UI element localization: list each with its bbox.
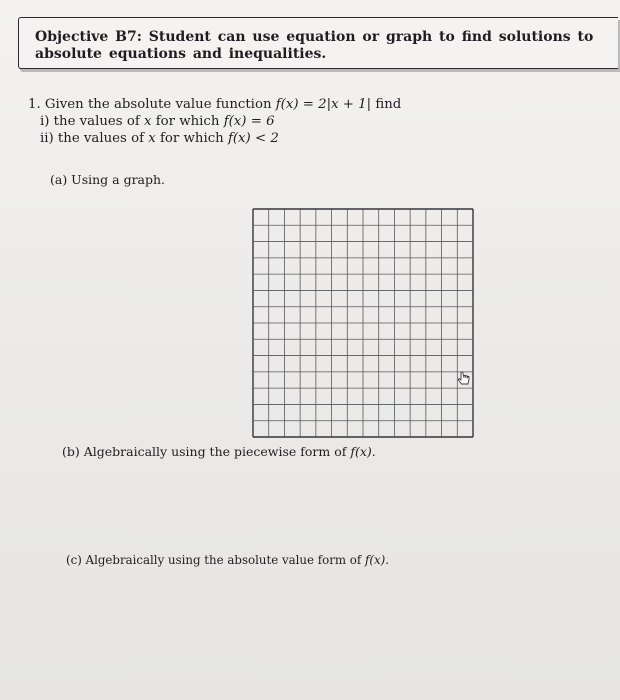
part-b-end: . [371, 444, 376, 459]
part-b-label [62, 444, 376, 459]
question-1-item-ii [40, 131, 279, 146]
question-number: 1. [28, 97, 41, 112]
part-c-end: . [385, 553, 390, 567]
item-i-prefix: i) the values of [40, 114, 144, 129]
question-1-item-i [40, 114, 275, 129]
part-b-function: f(x) [350, 444, 372, 459]
part-a-label: (a) Using a graph. [50, 172, 166, 187]
part-c-label [66, 553, 389, 567]
item-ii-variable: x [148, 131, 156, 146]
item-i-equation: f(x) = 6 [223, 114, 275, 129]
item-i-mid: for which [151, 114, 224, 129]
part-c-text: (c) Algebraically using the absolute value form of [66, 553, 366, 567]
function-definition: f(x) = 2|x + 1| [275, 97, 372, 112]
question-stem-text: Given the absolute value function [44, 97, 276, 112]
item-ii-inequality: f(x) < 2 [227, 131, 279, 146]
graph-grid[interactable] [252, 208, 474, 438]
part-c-function: f(x) [365, 553, 386, 567]
question-stem-end: find [371, 97, 402, 112]
item-i-variable: x [144, 114, 152, 129]
part-b-text: (b) Algebraically using the piecewise form of [62, 444, 351, 459]
hand-cursor-icon [456, 370, 472, 386]
item-ii-mid: for which [155, 131, 228, 146]
objective-heading: Objective B7: Student can use equation or graph to find solutions to absolute equations and inequalities. [35, 29, 594, 62]
item-ii-prefix: ii) the values of [40, 131, 149, 146]
question-1-stem [28, 97, 401, 112]
